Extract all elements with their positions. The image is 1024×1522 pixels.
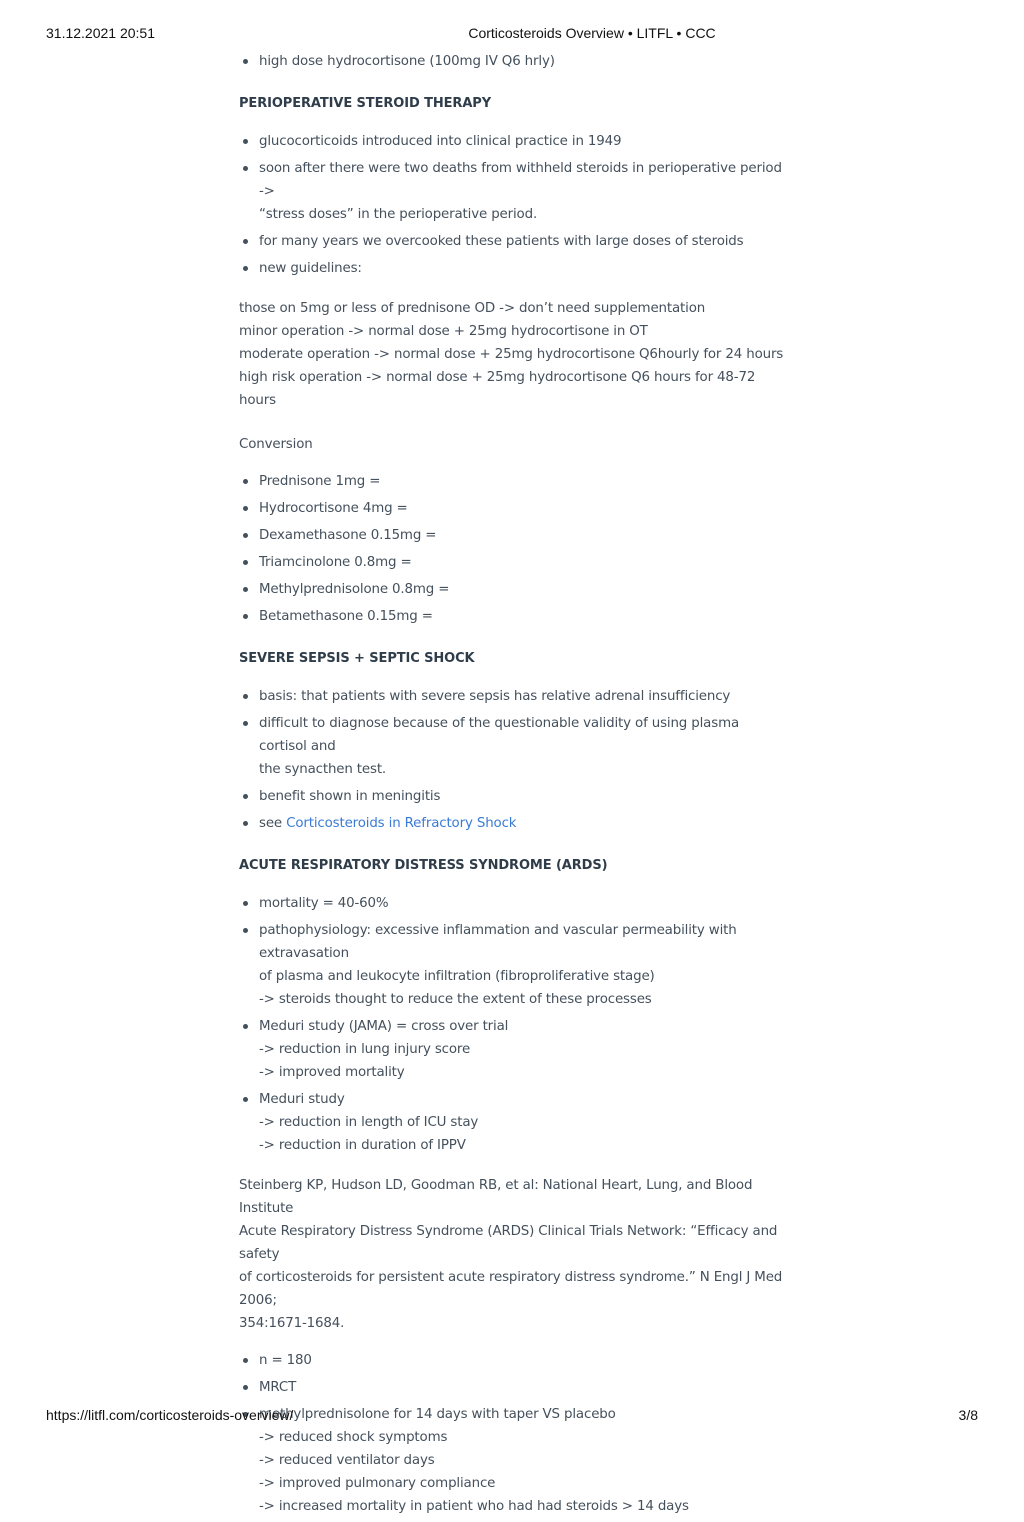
link-corticosteroids-refractory-shock[interactable]: Corticosteroids in Refractory Shock (286, 816, 517, 831)
bullet-icon (243, 239, 248, 244)
section-heading-ards: ACUTE RESPIRATORY DISTRESS SYNDROME (ARDS) (239, 858, 608, 873)
bullet-icon (243, 821, 248, 826)
list-item: soon after there were two deaths from withheld steroids in perioperative period -> “stress doses” in the perioperative period. (239, 157, 789, 226)
bullet-icon (243, 901, 248, 906)
list-item: high dose hydrocortisone (100mg IV Q6 hrly) (239, 50, 789, 73)
bullet-icon (243, 587, 248, 592)
print-page-title: Corticosteroids Overview • LITFL • CCC (468, 25, 716, 41)
citation: Steinberg KP, Hudson LD, Goodman RB, et al: National Heart, Lung, and Blood Institute Acute Respiratory Distress Syndrome (ARDS) Clinical Trials Network: “Efficacy and safety of corticosteroids for persistent acute respiratory distress syndrome.” N Engl J Med 2006; 354:1671-1684. (239, 1178, 783, 1331)
bullet-icon (243, 721, 248, 726)
list-item: n = 180 (239, 1349, 789, 1372)
section-heading-perioperative: PERIOPERATIVE STEROID THERAPY (239, 96, 492, 111)
bullet-icon (243, 506, 248, 511)
list-item: pathophysiology: excessive inflammation and vascular permeability with extravasation of plasma and leukocyte infiltration (fibroproliferative stage) -> steroids thought to reduce the extent of these processes (239, 919, 789, 1011)
bullet-icon (243, 560, 248, 565)
print-page-number: 3/8 (958, 1407, 978, 1423)
conversion-list (239, 470, 789, 628)
list-item: difficult to diagnose because of the questionable validity of using plasma cortisol and the synacthen test. (239, 712, 789, 781)
perioperative-list (239, 130, 789, 280)
guidelines-block: those on 5mg or less of prednisone OD -> don’t need supplementation minor operation -> normal dose + 25mg hydrocortisone in OT moderate operation -> normal dose + 25mg hydrocortisone Q6hourly for 24 hours high risk operation -> normal dose + 25mg hydrocortisone Q6 hours for 48-72 hours (239, 301, 784, 408)
list-item: Hydrocortisone 4mg = (239, 497, 789, 520)
bullet-icon (243, 1097, 248, 1102)
list-item: mortality = 40-60% (239, 892, 789, 915)
list-item: methylprednisolone for 14 days with taper VS placebo -> reduced shock symptoms -> reduced ventilator days -> improved pulmonary compliance -> increased mortality in patient who had had steroids > 14 days (239, 1403, 789, 1518)
print-url: https://litfl.com/corticosteroids-overview/ (46, 1407, 294, 1423)
list-item: Meduri study -> reduction in length of ICU stay -> reduction in duration of IPPV (239, 1088, 789, 1157)
list-item: MRCT (239, 1376, 789, 1399)
ards-list (239, 892, 789, 1157)
trial-list (239, 1349, 789, 1518)
list-item: Methylprednisolone 0.8mg = (239, 578, 789, 601)
sepsis-list (239, 685, 789, 835)
list-item: basis: that patients with severe sepsis has relative adrenal insufficiency (239, 685, 789, 708)
bullet-icon (243, 266, 248, 271)
conversion-label: Conversion (239, 437, 313, 452)
list-item: Prednisone 1mg = (239, 470, 789, 493)
top-list (239, 50, 789, 73)
list-item: glucocorticoids introduced into clinical practice in 1949 (239, 130, 789, 153)
bullet-icon (243, 694, 248, 699)
bullet-icon (243, 1024, 248, 1029)
section-heading-sepsis: SEVERE SEPSIS + SEPTIC SHOCK (239, 651, 475, 666)
list-item: for many years we overcooked these patients with large doses of steroids (239, 230, 789, 253)
bullet-icon (243, 139, 248, 144)
bullet-icon (243, 59, 248, 64)
list-item: Dexamethasone 0.15mg = (239, 524, 789, 547)
list-item: new guidelines: (239, 257, 789, 280)
list-item: Betamethasone 0.15mg = (239, 605, 789, 628)
list-item: see Corticosteroids in Refractory Shock (239, 812, 789, 835)
bullet-icon (243, 533, 248, 538)
article-content (239, 50, 789, 1522)
print-datetime: 31.12.2021 20:51 (46, 25, 155, 41)
list-item: Meduri study (JAMA) = cross over trial -> reduction in lung injury score -> improved mortality (239, 1015, 789, 1084)
bullet-icon (243, 614, 248, 619)
list-item: Triamcinolone 0.8mg = (239, 551, 789, 574)
bullet-icon (243, 928, 248, 933)
list-item: benefit shown in meningitis (239, 785, 789, 808)
bullet-icon (243, 794, 248, 799)
bullet-icon (243, 479, 248, 484)
bullet-icon (243, 1358, 248, 1363)
bullet-icon (243, 166, 248, 171)
bullet-icon (243, 1385, 248, 1390)
